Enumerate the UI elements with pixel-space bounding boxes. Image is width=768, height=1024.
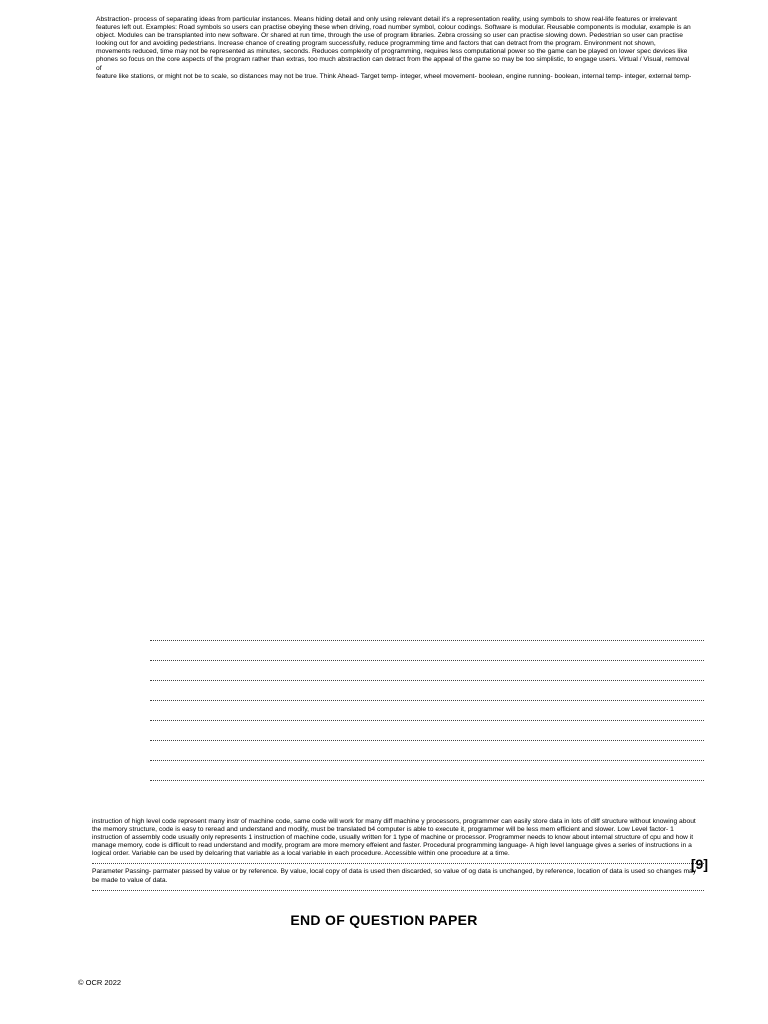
answer-paragraph: instruction of high level code represent many instr of machine code, same code will work for many diff machine y processors, programmer can easily store data in lots of diff structure without knowing about the memory structure, code is easy to reread and understand and modify, must be translated b4 computer is able to execute it, programmer will be less mem efficient and slower. Low Level factor- 1 instruction of assembly code usually only represents 1 instruction of machine code, usually written for 1 type of machine or processor. Programmer needs to know about internal structure of cpu and how it manage memory, code is difficult to read understand and modify, program are more memory effeient and faster. Procedural programming language- A high level language gives a series of instructions in a logical order. Variable can be used by delcaring that variable as a local variable in each procedure. Accessible within one procedure at a time. <box>92 818 696 858</box>
note-line: looking out for and avoiding pedestrians. Increase chance of creating program successfully, reduce programming time and factors that can detract from the program. Environment not shown, <box>96 40 656 48</box>
answer-line <box>150 680 704 681</box>
answer-lines <box>150 640 704 800</box>
copyright-footer: © OCR 2022 <box>78 978 122 987</box>
answer-line <box>150 700 704 701</box>
answer-line <box>150 660 704 661</box>
note-line: movements reduced, time may not be represented as minutes, seconds. Reduces complexity of programming, requires less computational power so the game can be played on lower spec devices like <box>96 48 688 56</box>
note-line: Abstraction- process of separating ideas from particular instances. Means hiding detail and only using relevant detail it's a representation reality, using symbols to show real-life features or irrelevant <box>96 16 678 23</box>
total-marks: [9] <box>690 856 708 872</box>
answer-line <box>150 760 704 761</box>
answer-line <box>150 640 704 641</box>
note-line: phones so focus on the core aspects of the program rather than extras, too much abstraction can detract from the appeal of the game so may be too simplistic, to engage users. Virtual / Visual, removal of <box>96 56 690 72</box>
answer-line <box>150 780 704 781</box>
overprinted-notes-block <box>96 16 696 81</box>
answer-text-block <box>92 818 704 895</box>
end-of-paper-heading: END OF QUESTION PAPER <box>290 912 478 928</box>
answer-line <box>150 720 704 721</box>
answer-line <box>92 863 704 864</box>
note-line: features left out. Examples: Road symbols so users can practise obeying these when driving, road number symbol, colour codings. Software is modular. Reusable components is modular, example is an <box>96 24 691 32</box>
answer-paragraph: Parameter Passing- parmater passed by value or by reference. By value, local copy of data is used then discarded, so value of og data is unchanged, by reference, location of data is used so changes may be made to value of data. <box>92 868 697 884</box>
answer-line <box>92 890 704 891</box>
note-line: object. Modules can be transplanted into new software. Or shared at run time, through the use of program libraries. Zebra crossing so user can practise slowing down. Pedestrian so user can practise <box>96 32 683 40</box>
answer-line <box>150 740 704 741</box>
note-line: feature like stations, or might not be to scale, so distances may not be true. Think Ahead- Target temp- integer, wheel movement- boolean, engine running- boolean, internal temp- integer, external temp- <box>96 72 692 80</box>
